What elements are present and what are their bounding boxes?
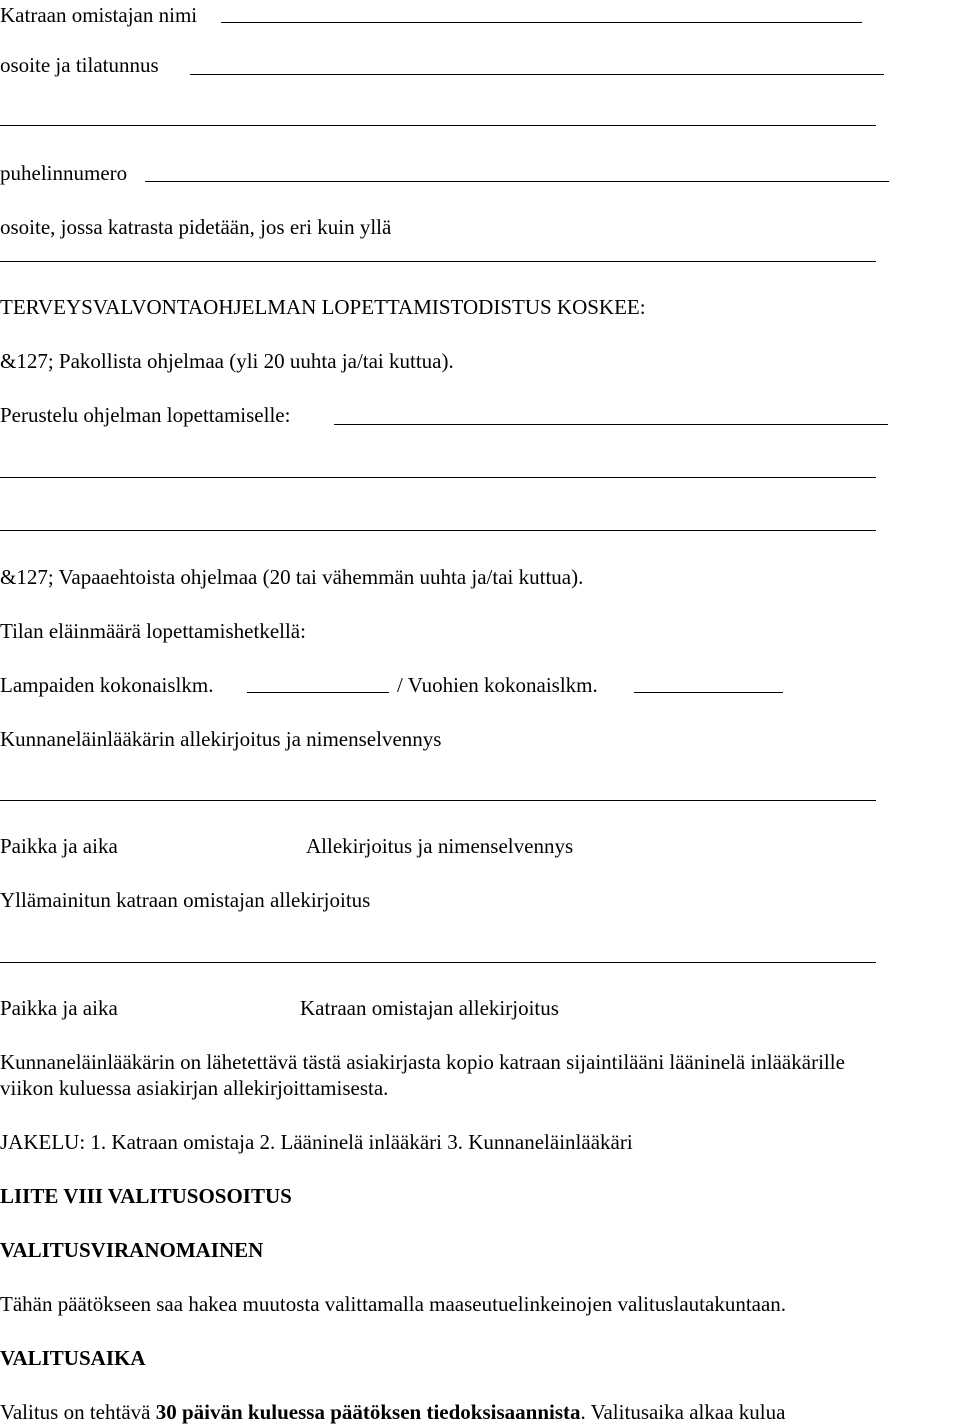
vet-sign-caption: Allekirjoitus ja nimenselvennys bbox=[306, 834, 574, 858]
notice-line-1: Kunnaneläinlääkärin on lähetettävä tästä asiakirjasta kopio katraan sijaintilääni lääninelä inlääkärille bbox=[0, 1050, 845, 1074]
period-deadline: 30 päivän kuluessa päätöksen tiedoksisaannista bbox=[155, 1400, 581, 1424]
authority-text: Tähän päätökseen saa hakea muutosta valittamalla maaseutuelinkeinojen valituslautakuntaan. bbox=[0, 1292, 787, 1316]
phone-line[interactable] bbox=[145, 181, 889, 182]
appendix-title: LIITE VIII VALITUSOSOITUS bbox=[0, 1184, 292, 1208]
owner-name-line[interactable] bbox=[221, 22, 862, 23]
alt-address-label: osoite, jossa katrasta pidetään, jos eri kuin yllä bbox=[0, 215, 392, 239]
owner-signature-line[interactable] bbox=[0, 962, 876, 963]
reason-label: Perustelu ohjelman lopettamiselle: bbox=[0, 403, 291, 427]
sheep-count-line[interactable] bbox=[247, 692, 389, 693]
animals-heading: Tilan eläinmäärä lopettamishetkellä: bbox=[0, 619, 306, 643]
owner-name-label: Katraan omistajan nimi bbox=[0, 3, 198, 27]
notice-line-2: viikon kuluessa asiakirjan allekirjoittamisesta. bbox=[0, 1076, 389, 1100]
option-voluntary: &127; Vapaaehtoista ohjelmaa (20 tai vähemmän uuhta ja/tai kuttua). bbox=[0, 565, 584, 589]
reason-line[interactable] bbox=[334, 424, 888, 425]
authority-heading: VALITUSVIRANOMAINEN bbox=[0, 1238, 264, 1262]
period-suffix: . Valitusaika alkaa kulua bbox=[580, 1400, 786, 1424]
reason-line-3[interactable] bbox=[0, 530, 876, 531]
owner-place-time-label: Paikka ja aika bbox=[0, 996, 118, 1020]
period-heading: VALITUSAIKA bbox=[0, 1346, 146, 1370]
alt-address-line[interactable] bbox=[0, 261, 876, 262]
owner-signature-heading: Yllämainitun katraan omistajan allekirjoitus bbox=[0, 888, 371, 912]
reason-line-2[interactable] bbox=[0, 477, 876, 478]
owner-sign-caption: Katraan omistajan allekirjoitus bbox=[300, 996, 559, 1020]
vet-signature-heading: Kunnaneläinlääkärin allekirjoitus ja nimenselvennys bbox=[0, 727, 442, 751]
period-text bbox=[0, 1400, 785, 1424]
distribution: JAKELU: 1. Katraan omistaja 2. Lääninelä inlääkäri 3. Kunnaneläinlääkäri bbox=[0, 1130, 633, 1154]
certificate-heading: TERVEYSVALVONTAOHJELMAN LOPETTAMISTODISTUS KOSKEE: bbox=[0, 295, 646, 319]
address-label: osoite ja tilatunnus bbox=[0, 53, 159, 77]
goats-label: / Vuohien kokonaislkm. bbox=[397, 673, 598, 697]
phone-label: puhelinnumero bbox=[0, 161, 128, 185]
address-line[interactable] bbox=[190, 74, 884, 75]
sheep-label: Lampaiden kokonaislkm. bbox=[0, 673, 214, 697]
address-line-2[interactable] bbox=[0, 125, 876, 126]
vet-signature-line[interactable] bbox=[0, 800, 876, 801]
goat-count-line[interactable] bbox=[634, 692, 783, 693]
vet-place-time-label: Paikka ja aika bbox=[0, 834, 118, 858]
option-mandatory: &127; Pakollista ohjelmaa (yli 20 uuhta ja/tai kuttua). bbox=[0, 349, 454, 373]
period-prefix: Valitus on tehtävä bbox=[0, 1400, 156, 1424]
